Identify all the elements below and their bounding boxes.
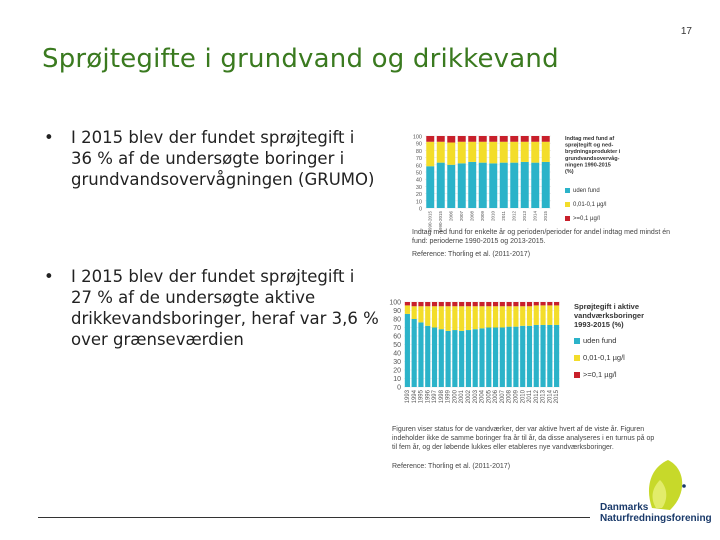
bar-segment — [527, 306, 532, 326]
x-tick-label: 2002 — [466, 390, 473, 404]
bullet-2-text: I 2015 blev der fundet sprøjtegift i 27 % af de undersøgte aktive drikkevandsboringer, heraf var 3,6 % over grænseværdien — [71, 267, 379, 349]
bar-segment — [446, 306, 451, 331]
bar-segment — [439, 302, 444, 306]
bar-segment — [500, 136, 508, 142]
x-tick-label: 2009 — [479, 211, 485, 222]
bar-segment — [452, 302, 457, 306]
bar-segment — [447, 136, 455, 142]
y-tick-label: 30 — [393, 359, 401, 366]
bar-segment — [547, 325, 552, 387]
chart-title-line: sprøjtegift og ned- — [565, 142, 614, 149]
bar-segment — [521, 142, 529, 162]
bar-segment — [513, 302, 518, 306]
bar-segment — [468, 136, 476, 142]
drinking-water-chart-reference: Reference: Thorling et al. (2011-2017) — [392, 463, 511, 470]
bar-segment — [500, 142, 508, 163]
bar-segment — [513, 306, 518, 326]
y-tick-label: 100 — [412, 134, 422, 141]
x-tick-label: 2014 — [532, 211, 538, 222]
bar-segment — [489, 142, 497, 164]
slide-title: Sprøjtegifte i grundvand og drikkevand — [42, 44, 559, 74]
bar-segment — [447, 165, 455, 208]
bar-segment — [405, 302, 410, 305]
bar-segment — [531, 163, 539, 208]
bar-segment — [542, 142, 550, 162]
x-tick-label: 2014 — [547, 390, 554, 404]
bar-segment — [468, 162, 476, 208]
bar-segment — [418, 302, 423, 306]
bar-segment — [418, 306, 423, 322]
x-tick-label: 2008 — [469, 211, 475, 222]
x-tick-label: 2012 — [511, 211, 517, 222]
bar-segment — [540, 305, 545, 325]
bar-segment — [437, 163, 445, 208]
bar-segment — [473, 306, 478, 329]
x-tick-label: 2007 — [499, 390, 506, 404]
bar-segment — [432, 328, 437, 388]
x-tick-label: 1995 — [418, 390, 425, 404]
x-tick-label: 1990-2015 — [427, 211, 433, 233]
bar-segment — [500, 306, 505, 327]
bar-segment — [542, 162, 550, 208]
y-tick-label: 40 — [415, 177, 422, 184]
bar-segment — [521, 162, 529, 208]
bar-segment — [405, 314, 410, 387]
chart-title-line: brydningsprodukter i — [565, 149, 621, 156]
footer-divider — [38, 517, 590, 518]
bar-segment — [520, 302, 525, 306]
x-tick-label: 1996 — [425, 390, 432, 404]
bar-segment — [534, 302, 539, 305]
x-tick-label: 2006 — [493, 390, 500, 404]
bar-segment — [489, 163, 497, 208]
y-tick-label: 80 — [415, 148, 422, 155]
bar-segment — [500, 302, 505, 306]
y-tick-label: 90 — [415, 141, 422, 148]
legend-label: uden fund — [583, 336, 617, 345]
x-tick-label: 2000 — [452, 390, 459, 404]
bar-segment — [479, 302, 484, 306]
bar-segment — [426, 136, 434, 142]
x-tick-label: 2013 — [540, 390, 547, 404]
bar-segment — [459, 302, 464, 306]
bar-segment — [507, 302, 512, 306]
x-tick-label: 2003 — [472, 390, 479, 404]
grumo-chart-reference: Reference: Thorling et al. (2011-2017) — [412, 251, 531, 258]
bar-segment — [447, 142, 455, 164]
x-tick-label: 2001 — [459, 390, 466, 404]
legend-label: >=0,1 µg/l — [573, 216, 600, 222]
y-tick-label: 80 — [393, 316, 401, 324]
bar-segment — [493, 306, 498, 327]
bar-segment — [486, 302, 491, 306]
bar-segment — [458, 163, 466, 208]
legend-swatch — [574, 338, 580, 344]
legend-swatch — [565, 188, 570, 193]
y-tick-label: 100 — [389, 299, 401, 307]
y-tick-label: 0 — [418, 206, 422, 213]
bar-segment — [412, 302, 417, 306]
y-tick-label: 70 — [415, 156, 422, 163]
grumo-chart-caption: Indtag med fund for enkelte år og perioden/perioder for andel indtag med mindst én fund: perioderne 1990-2015 og 2013-2015. — [412, 229, 670, 245]
bar-segment — [520, 326, 525, 387]
chart-title-line: (%) — [565, 169, 574, 175]
x-tick-label: 2008 — [506, 390, 513, 404]
bar-segment — [418, 322, 423, 387]
bar-segment — [554, 302, 559, 305]
legend-label: 0,01-0,1 µg/l — [583, 353, 625, 362]
y-tick-label: 30 — [415, 184, 422, 191]
bar-segment — [468, 142, 476, 162]
bar-segment — [412, 319, 417, 387]
x-tick-label: 2012 — [533, 390, 540, 404]
bullet-marker: • — [44, 267, 54, 286]
bar-segment — [521, 136, 529, 142]
chart-title-line: 1993-2015 (%) — [574, 320, 624, 329]
x-tick-label: 1999 — [445, 390, 452, 404]
x-tick-label: 2010 — [520, 390, 527, 404]
bar-segment — [534, 305, 539, 325]
x-tick-label: 1990-2015 — [437, 211, 443, 233]
bar-segment — [425, 326, 430, 387]
legend-swatch — [565, 202, 570, 207]
x-tick-label: 1997 — [432, 390, 439, 404]
bar-segment — [486, 306, 491, 327]
y-tick-label: 0 — [397, 384, 401, 392]
bar-segment — [493, 328, 498, 388]
x-tick-label: 2007 — [458, 211, 464, 222]
bar-segment — [473, 329, 478, 387]
y-tick-label: 60 — [415, 163, 422, 170]
bar-segment — [466, 330, 471, 387]
bar-segment — [493, 302, 498, 306]
bar-segment — [510, 142, 518, 163]
bullet-2 — [44, 266, 384, 356]
bar-segment — [520, 306, 525, 326]
legend-swatch — [574, 355, 580, 361]
bar-segment — [412, 306, 417, 319]
bar-segment — [540, 325, 545, 387]
bar-segment — [486, 328, 491, 388]
x-tick-label: 1993 — [404, 390, 411, 404]
bar-segment — [500, 163, 508, 208]
bar-segment — [452, 306, 457, 330]
bar-segment — [510, 136, 518, 142]
bar-segment — [426, 142, 434, 166]
bar-segment — [479, 163, 487, 208]
bar-segment — [547, 302, 552, 305]
chart-title-line: ningen 1990-2015 — [565, 162, 611, 169]
x-tick-label: 2011 — [500, 211, 506, 221]
bar-segment — [439, 306, 444, 329]
legend-label: >=0,1 µg/l — [583, 370, 617, 379]
bar-segment — [439, 329, 444, 387]
bar-segment — [466, 306, 471, 330]
bar-segment — [452, 330, 457, 387]
bar-segment — [458, 142, 466, 164]
bar-segment — [459, 306, 464, 331]
bar-segment — [531, 136, 539, 142]
bar-segment — [425, 302, 430, 306]
bar-segment — [479, 142, 487, 163]
legend-swatch — [565, 216, 570, 221]
bar-segment — [425, 306, 430, 326]
bar-segment — [534, 325, 539, 387]
bar-segment — [437, 142, 445, 163]
bar-segment — [479, 328, 484, 387]
y-tick-label: 10 — [393, 376, 401, 383]
y-tick-label: 70 — [393, 325, 401, 332]
bar-segment — [507, 327, 512, 387]
chart-title-line: grundvandsovervåg- — [565, 155, 620, 162]
bar-segment — [542, 136, 550, 142]
legend-swatch — [574, 372, 580, 378]
x-tick-label: 2011 — [527, 390, 534, 403]
bar-segment — [473, 302, 478, 306]
bar-segment — [432, 306, 437, 327]
bar-segment — [426, 166, 434, 208]
bar-segment — [531, 142, 539, 163]
bar-segment — [500, 328, 505, 388]
bullet-1-text: I 2015 blev der fundet sprøjtegift i 36 % af de undersøgte boringer i grundvandsovervågningen (GRUMO) — [71, 128, 375, 189]
y-tick-label: 40 — [393, 350, 401, 358]
drinking-water-chart-caption: Figuren viser status for de vandværker, der var aktive hvert af de viste år. Figuren indeholder ikke de samme boringer fra år til år, da disse analyseres i en turnus på op til fem år, og der løbende lukkes eller etableres nye vandværksboringer. — [392, 426, 655, 451]
y-tick-label: 20 — [415, 192, 422, 199]
bar-segment — [437, 136, 445, 142]
bar-segment — [432, 302, 437, 306]
bar-segment — [510, 163, 518, 208]
bar-segment — [513, 327, 518, 387]
x-tick-label: 2004 — [479, 390, 486, 404]
bar-segment — [479, 136, 487, 142]
chart-title-line: vandværksboringer — [574, 311, 645, 320]
legend-label: 0,01-0,1 µg/l — [573, 202, 607, 208]
bar-segment — [489, 136, 497, 142]
bar-segment — [547, 305, 552, 325]
y-tick-label: 50 — [393, 342, 401, 349]
slide-number: 17 — [680, 26, 692, 37]
x-tick-label: 2005 — [486, 390, 493, 404]
bar-segment — [446, 331, 451, 387]
bar-segment — [554, 325, 559, 387]
legend-label: uden fund — [573, 188, 600, 194]
bar-segment — [554, 305, 559, 325]
y-tick-label: 60 — [393, 333, 401, 341]
bar-segment — [446, 302, 451, 306]
bar-segment — [479, 306, 484, 328]
x-tick-label: 2015 — [542, 211, 548, 222]
x-tick-label: 2013 — [521, 211, 527, 222]
y-tick-label: 50 — [415, 170, 422, 177]
bar-segment — [405, 305, 410, 314]
y-tick-label: 90 — [393, 308, 401, 315]
x-tick-label: 2006 — [448, 211, 454, 222]
bar-segment — [527, 326, 532, 387]
dn-logo-icon — [590, 458, 715, 538]
bar-segment — [507, 306, 512, 326]
bar-segment — [459, 331, 464, 387]
x-tick-label: 2015 — [554, 390, 561, 404]
bar-segment — [466, 302, 471, 306]
x-tick-label: 1998 — [438, 390, 445, 404]
y-tick-label: 20 — [393, 367, 401, 375]
x-tick-label: 2010 — [490, 211, 496, 222]
bar-segment — [540, 302, 545, 305]
chart-title-line: Sprøjtegift i aktive — [574, 302, 640, 311]
dn-logo-text: Danmarks Naturfredningsforening — [600, 502, 712, 524]
chart-title-line: Indtag med fund af — [565, 136, 615, 142]
y-tick-label: 10 — [415, 199, 422, 206]
x-tick-label: 1994 — [411, 390, 418, 404]
bullet-marker: • — [44, 128, 54, 147]
bar-segment — [458, 136, 466, 142]
bullet-1 — [44, 127, 384, 197]
x-tick-label: 2009 — [513, 390, 520, 404]
bar-segment — [527, 302, 532, 306]
